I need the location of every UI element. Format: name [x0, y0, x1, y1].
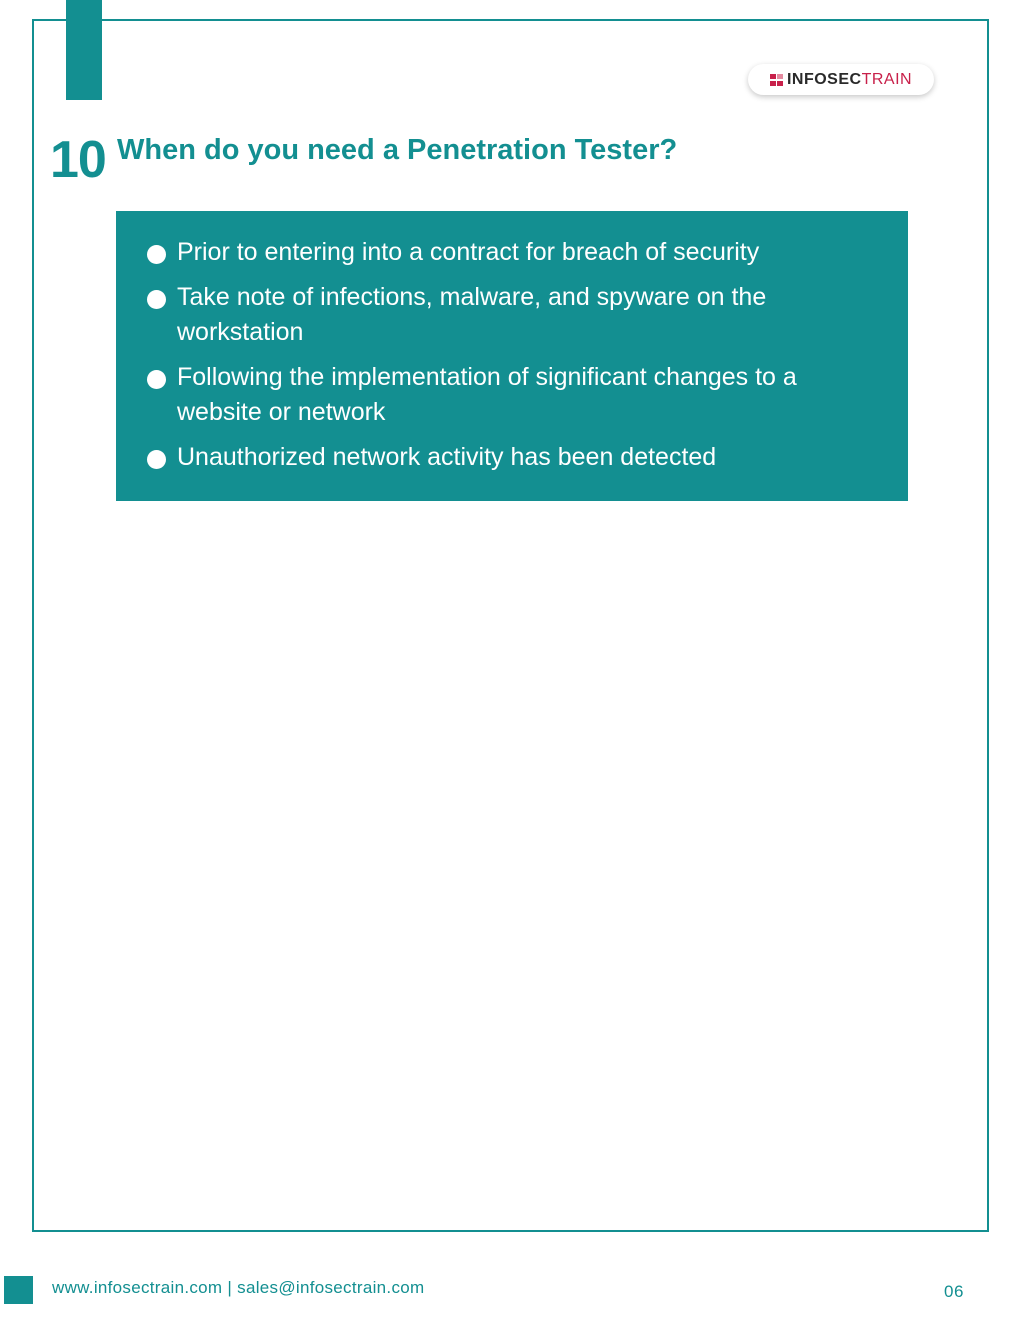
list-item-text: Following the implementation of significant changes to a website or network: [177, 363, 797, 426]
page-frame: [32, 19, 989, 1232]
list-item: [147, 440, 862, 475]
page-number: 06: [944, 1282, 964, 1301]
bullet-dot-icon: [147, 450, 166, 469]
footer-contact[interactable]: www.infosectrain.com | sales@infosectrain.com: [52, 1278, 425, 1297]
content-box: [116, 211, 908, 501]
infosectrain-logo: [748, 64, 934, 95]
bullet-dot-icon: [147, 290, 166, 309]
bullet-list: [147, 235, 862, 485]
top-accent-tab: [66, 0, 102, 100]
list-item-text: Unauthorized network activity has been detected: [177, 443, 717, 471]
logo-text: INFOSECTRAIN: [786, 70, 913, 88]
list-item-text: Prior to entering into a contract for breach of security: [177, 238, 760, 266]
bullet-dot-icon: [147, 245, 166, 264]
list-item-text: Take note of infections, malware, and spyware on the workstation: [177, 283, 767, 346]
section-number: 10: [50, 131, 106, 189]
bullet-dot-icon: [147, 370, 166, 389]
list-item: [147, 235, 862, 270]
list-item: [147, 280, 862, 350]
list-item: [147, 360, 862, 430]
logo-mark-icon: [770, 74, 783, 86]
footer-accent-square: [4, 1276, 33, 1304]
section-title: When do you need a Penetration Tester?: [117, 134, 678, 166]
